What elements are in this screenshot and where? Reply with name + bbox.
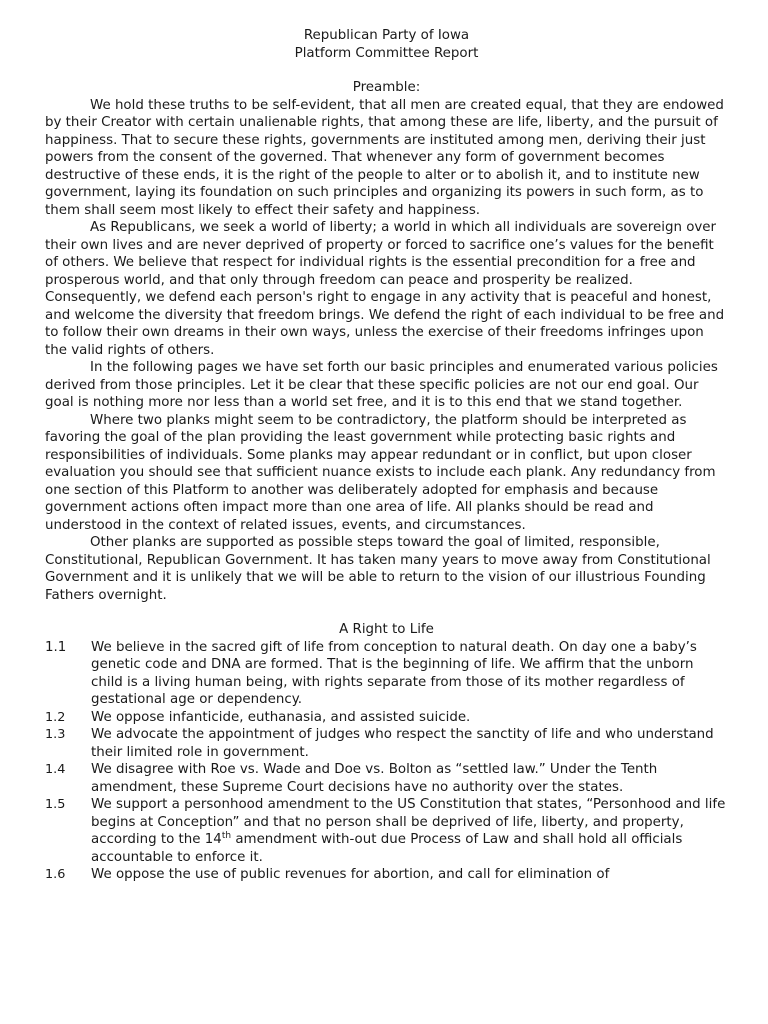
preamble-paragraph-1: We hold these truths to be self-evident, that all men are created equal, that they are endowed by their Creator with certain unalienable rights, that among these are life, liberty, and the pursuit of happiness. That to secure these rights, governments are instituted among men, deriving their just powers from the consent of the governed. That whenever any form of government becomes destructive of these ends, it is the right of the people to alter or to abolish it, and to institute new government, laying its foundation on such principles and organizing its powers in such form, as to them shall seem most likely to effect their safety and happiness. (45, 97, 724, 218)
plank-text (91, 797, 725, 865)
plank-text: We disagree with Roe vs. Wade and Doe vs. Bolton as “settled law.” Under the Tenth amendment, these Supreme Court decisions have no authority over the states. (91, 762, 658, 795)
plank-text-part: amendment with-out due Process of Law and shall hold all officials accountable to enforce it. (91, 832, 683, 865)
plank-number: 1.5 (45, 797, 66, 812)
plank-number: 1.4 (45, 762, 66, 777)
preamble-paragraph-3: In the following pages we have set forth our basic principles and enumerated various policies derived from those principles. Let it be clear that these specific policies are not our end goal. Our goal is nothing more nor less than a world set free, and it is to this end that we stand together. (45, 360, 718, 410)
plank-text: We oppose the use of public revenues for abortion, and call for elimination of (91, 867, 610, 882)
plank-1-6 (45, 866, 728, 884)
preamble-paragraph-2: As Republicans, we seek a world of liberty; a world in which all individuals are sovereign over their own lives and are never deprived of property or forced to sacrifice one’s values for the benefit of others. We believe that respect for individual rights is the essential precondition for a free and prosperous world, and that only through freedom can peace and prosperity be realized. Consequently, we defend each person's right to engage in any activity that is peaceful and honest, and welcome the diversity that freedom brings. We defend the right of each individual to be free and to follow their own dreams in their own ways, unless the exercise of their freedoms infringes upon the valid rights of others. (45, 220, 725, 358)
preamble-paragraph-4: Where two planks might seem to be contradictory, the platform should be interpreted as favoring the goal of the plan providing the least government while protecting basic rights and responsibilities of individuals. Some planks may appear redundant or in conflict, but upon closer evaluation you should see that sufficient nuance exists to include each plank. Any redundancy from one section of this Platform to another was deliberately adopted for emphasis and because government actions often impact more than one area of life. All planks should be read and understood in the context of related issues, events, and circumstances. (45, 412, 716, 533)
plank-number: 1.1 (45, 639, 67, 655)
plank-1-3 (45, 726, 728, 761)
plank-1-4 (45, 761, 728, 796)
plank-text: We oppose infanticide, euthanasia, and assisted suicide. (91, 709, 471, 725)
plank-number: 1.6 (45, 867, 66, 882)
preamble-paragraph-5: Other planks are supported as possible steps toward the goal of limited, responsible, Constitutional, Republican Government. It has taken many years to move away from Constitutional Government and it is unlikely that we will be able to return to the vision of our illustrious Founding Fathers overnight. (45, 535, 711, 603)
plank-text-part: We support a personhood amendment to the US Constitution that states, “Personhood and life begins at Conception” and that no person shall be deprived of life, liberty, and property, according to the 14 (91, 797, 726, 847)
section-heading-right-to-life: A Right to Life (339, 622, 434, 637)
plank-1-2 (45, 709, 728, 727)
preamble-heading: Preamble: (352, 80, 421, 95)
plank-text: We believe in the sacred gift of life from conception to natural death. On day one a baby’s genetic code and DNA are formed. That is the beginning of life. We affirm that the unborn child is a living human being, with rights separate from those of its mother regardless of gestational age or dependency. (91, 639, 697, 707)
document-title-line-2: Platform Committee Report (294, 45, 479, 61)
spacer (45, 604, 728, 621)
spacer (45, 62, 728, 79)
ordinal-superscript: th (221, 831, 232, 841)
plank-number: 1.3 (45, 727, 66, 742)
plank-text: We advocate the appointment of judges who respect the sanctity of life and who understand their limited role in government. (91, 727, 714, 760)
plank-1-5 (45, 796, 728, 866)
document-title-line-1: Republican Party of Iowa (303, 28, 470, 43)
plank-number: 1.2 (45, 709, 66, 725)
plank-1-1 (45, 639, 728, 709)
